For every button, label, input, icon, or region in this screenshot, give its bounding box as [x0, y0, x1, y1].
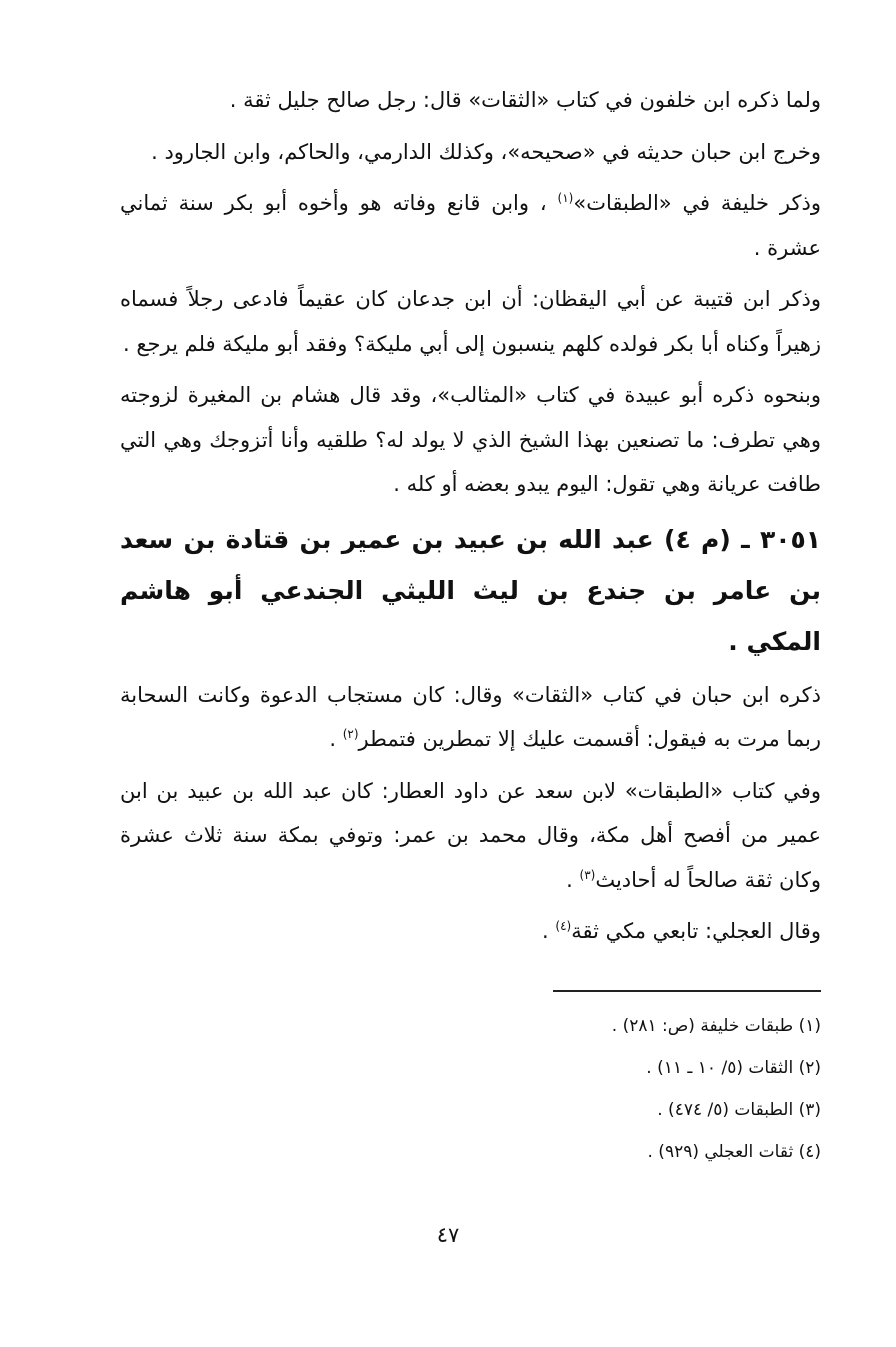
footnote: (٤) ثقات العجلي (٩٢٩) .: [647, 1142, 821, 1162]
page-number: ٤٧: [436, 1223, 460, 1247]
footnote: (٣) الطبقات (٥/ ٤٧٤) .: [657, 1100, 821, 1120]
main-text: [120, 78, 821, 961]
footnote: (٢) الثقات (٥/ ١٠ ـ ١١) .: [646, 1058, 821, 1078]
paragraph: وبنحوه ذكره أبو عبيدة في كتاب «المثالب»، وقد قال هشام بن المغيرة لزوجته وهي تطرف: ما تصنعين بهذا الشيخ الذي لا يولد له؟ طلقيه وأنا أتزوجك وهي التي طافت عريانة وهي تقول: اليوم يبدو بعضه أو كله .: [120, 383, 821, 496]
paragraph-text: .: [542, 919, 556, 943]
footnote: (١) طبقات خليفة (ص: ٢٨١) .: [611, 1016, 821, 1036]
paragraph-text: ذكره ابن حبان في كتاب «الثقات» وقال: كان مستجاب الدعوة وكانت السحابة ربما مرت به فيقول: أقسمت عليك إلا تمطرين فتمطر: [120, 682, 821, 751]
paragraph: وخرج ابن حبان حديثه في «صحيحه»، وكذلك الدارمي، والحاكم، وابن الجارود .: [151, 139, 821, 164]
paragraph-text: وفي كتاب «الطبقات» لابن سعد عن داود العطار: كان عبد الله بن عبيد بن ابن عمير من أفصح أهل مكة، وقال محمد بن عمر: وتوفي بمكة سنة ثلاث عشرة وكان ثقة صالحاً له أحاديث: [120, 778, 821, 892]
paragraph: [120, 769, 821, 903]
paragraph-text: ، وابن قانع وفاته هو وأخوه أبو بكر سنة ثماني عشرة .: [120, 191, 821, 260]
paragraph: ولما ذكره ابن خلفون في كتاب «الثقات» قال: رجل صالح جليل ثقة .: [229, 88, 821, 112]
paragraph: [120, 181, 821, 270]
paragraph-text: وقال العجلي: تابعي مكي ثقة: [571, 919, 821, 943]
paragraph: [120, 673, 821, 762]
footnote-ref: (٤): [555, 919, 572, 933]
paragraph-text: .: [329, 727, 343, 751]
footnote-divider: [553, 990, 821, 992]
paragraph-text: وذكر خليفة في «الطبقات»: [573, 191, 821, 215]
footnote-ref: (٣): [579, 867, 596, 882]
footnote-ref: (٢): [342, 727, 359, 741]
paragraph-text: .: [566, 867, 580, 892]
footnote-ref: (١): [557, 191, 574, 205]
entry-heading: ٣٠٥١ ـ (م ٤) عبد الله بن عبيد بن عمير بن قتادة بن سعد بن عامر بن جندع بن ليث الليثي الجندعي أبو هاشم المكي .: [120, 524, 822, 656]
footnotes: [120, 1005, 821, 1173]
paragraph: وذكر ابن قتيبة عن أبي اليقظان: أن ابن جدعان كان عقيماً فادعى رجلاً فسماه زهيراً وكناه أبا بكر فولده كلهم ينسبون إلى أبي مليكة؟ وفقد أبو مليكة فلم يرجع .: [120, 287, 821, 356]
paragraph: [120, 909, 821, 954]
